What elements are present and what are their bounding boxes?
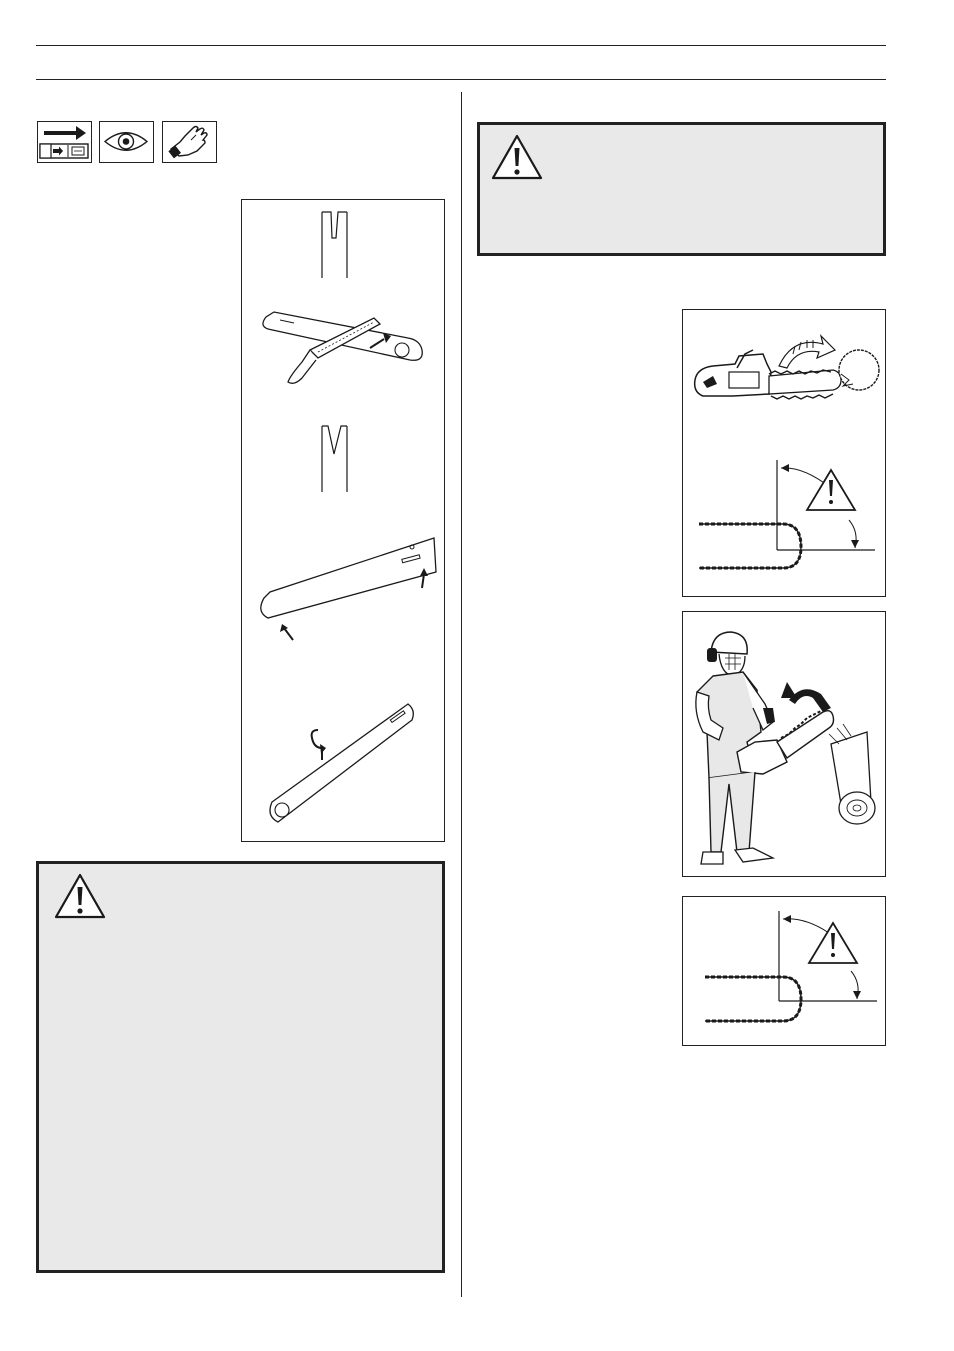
read-manual-icon <box>37 121 92 163</box>
kickback-chainsaw-icon <box>695 336 879 399</box>
operator-kickback-icon <box>683 612 885 876</box>
bar-maintenance-figure <box>241 199 445 842</box>
protective-glove-icon <box>162 121 217 163</box>
kickback-zone-figure <box>682 309 886 597</box>
kickback-angle-warning-icon <box>699 460 875 568</box>
header-rule-top <box>36 45 886 46</box>
bar-turn-over-icon <box>270 704 413 822</box>
bar-groove-worn-icon <box>322 212 347 278</box>
bar-lubrication-holes-icon <box>261 538 436 640</box>
kickback-angle-figure <box>682 896 886 1046</box>
column-divider <box>461 92 462 1297</box>
warning-triangle-icon <box>53 872 107 920</box>
header-rule-bottom <box>36 79 886 80</box>
right-warning-box <box>477 122 886 256</box>
kickback-angle-warning-icon <box>683 897 885 1045</box>
file-on-bar-icon <box>263 312 422 383</box>
operator-kickback-figure <box>682 611 886 877</box>
eye-protection-icon <box>99 121 154 163</box>
warning-triangle-icon <box>490 133 544 181</box>
left-warning-box <box>36 861 445 1273</box>
bar-groove-ok-icon <box>322 426 347 492</box>
